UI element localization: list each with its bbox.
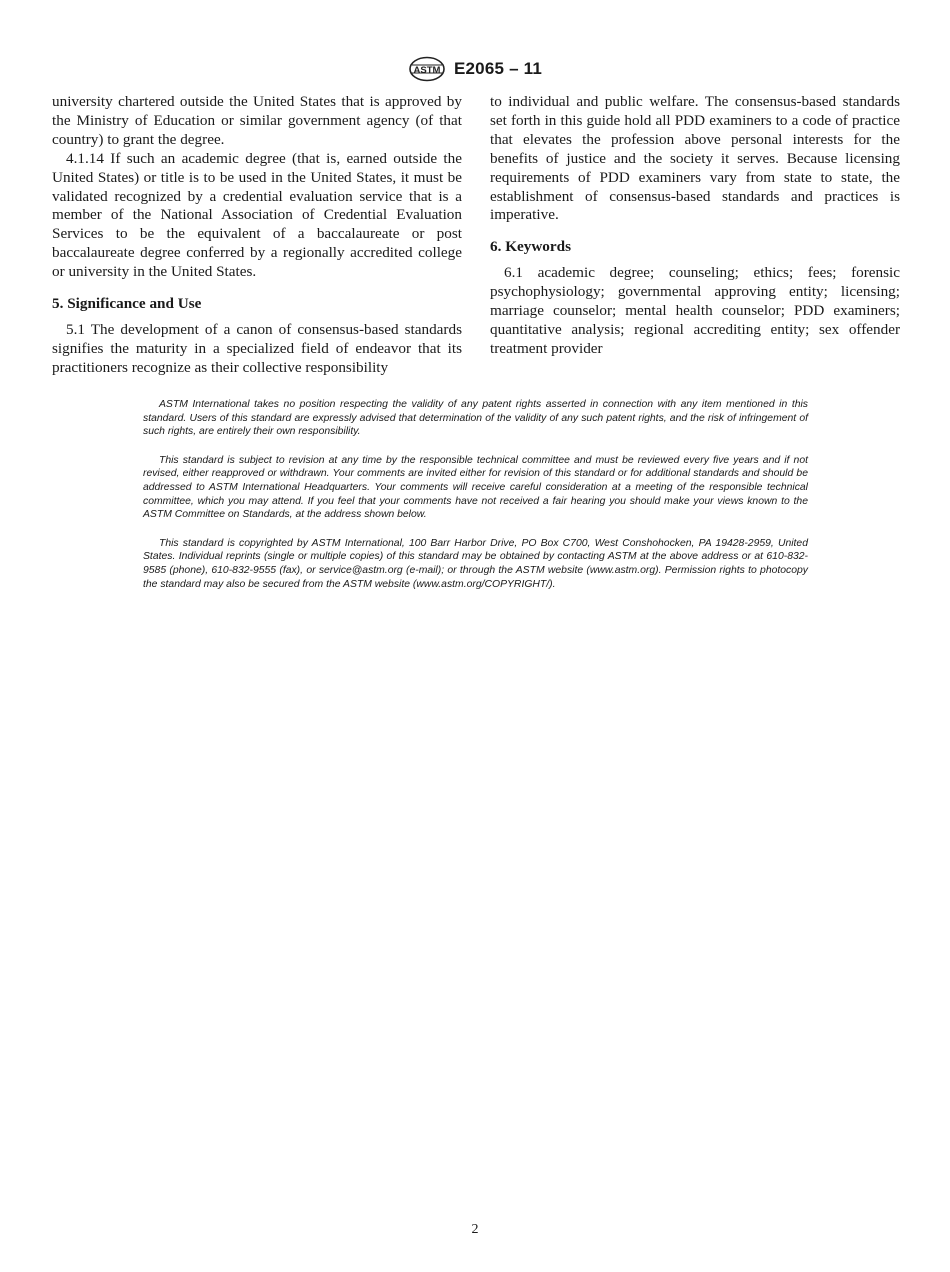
paragraph: to individual and public welfare. The consensus-based standards set forth in this guide hold all PDD examiners to a code of practice that elevates the profession above personal interests for the benefits of justice and the society it serves. Because licensing requirements of PDD examiners vary from state to state, the establishment of consensus-based standards and practices is imperative. [490,93,900,224]
legal-notices [143,398,808,606]
paragraph-6-1: 6.1 academic degree; counseling; ethics; fees; forensic psychophysiology; governmental approving entity; licensing; marriage counselor; mental health counselor; PDD examiners; quantitative analysis; regional accrediting entity; sex offender treatment provider [490,264,900,357]
section-6-heading: 6. Keywords [490,238,571,256]
copyright-notice: This standard is copyrighted by ASTM International, 100 Barr Harbor Drive, PO Box C700, West Conshohocken, PA 19428-2959, United States. Individual reprints (single or multiple copies) of this standard may be obtained by contacting ASTM at the above address or at 610-832-9585 (phone), 610-832-9555 (fax), or service@astm.org (e-mail); or through the ASTM website (www.astm.org). Permission rights to photocopy the standard may also be secured from the ASTM website (www.astm.org/COPYRIGHT/). [143,537,808,590]
astm-logo-text: ASTM [413,64,441,76]
paragraph-5-1: 5.1 The development of a canon of consensus-based standards signifies the maturity in a specialized field of endeavor that its practitioners recognize as their collective responsibility [52,320,462,376]
right-column [490,93,900,359]
document-id: E2065 – 11 [453,59,543,78]
page-number: 2 [471,1222,479,1237]
left-column [52,93,462,378]
page-header [0,56,950,82]
section-5-heading: 5. Significance and Use [52,295,202,313]
astm-logo-icon [408,56,446,82]
revision-notice: This standard is subject to revision at any time by the responsible technical committee and must be reviewed every five years and if not revised, either reapproved or withdrawn. Your comments are invited either for revision of this standard or for additional standards and should be addressed to ASTM International Headquarters. Your comments will receive careful consideration at a meeting of the responsible technical committee, which you may attend. If you feel that your comments have not received a fair hearing you should make your views known to the ASTM Committee on Standards, at the address shown below. [143,454,808,521]
patent-notice: ASTM International takes no position respecting the validity of any patent rights asserted in connection with any item mentioned in this standard. Users of this standard are expressly advised that determination of the validity of any such patent rights, and the risk of infringement of such rights, are entirely their own responsibility. [143,399,808,438]
paragraph-4-1-14: 4.1.14 If such an academic degree (that is, earned outside the United States) or title is to be used in the United States, it must be validated recognized by a credential evaluation service that is a member of the National Association of Credential Evaluation Services to be the equivalent of a baccalaureate or post baccalaureate degree conferred by a regionally accredited college or university in the United States. [52,149,462,281]
paragraph: university chartered outside the United States that is approved by the Ministry of Education or similar government agency (of that country) to grant the degree. [52,93,462,148]
